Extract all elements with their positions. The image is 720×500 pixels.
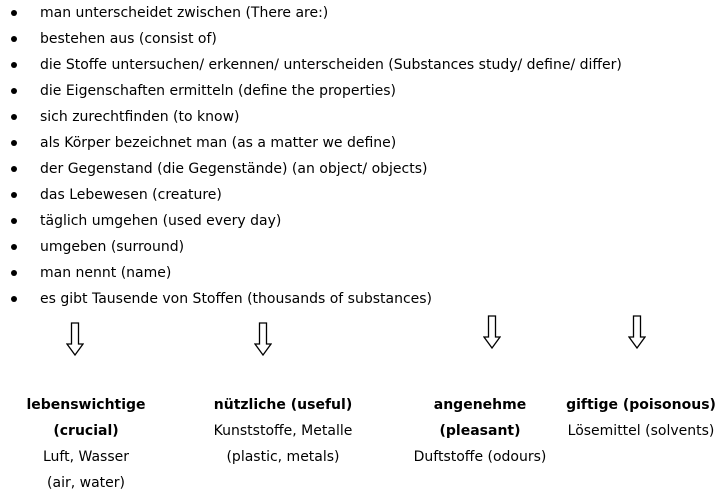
bullet-dot-icon	[11, 244, 17, 250]
category-crucial	[10, 392, 162, 496]
bullet-dot-icon	[11, 166, 17, 172]
down-arrow-icon	[66, 322, 84, 356]
bullet-dot-icon	[11, 296, 17, 302]
list-item	[0, 182, 720, 208]
list-item	[0, 0, 720, 26]
list-item	[0, 156, 720, 182]
list-item-text: täglich umgehen (used every day)	[40, 213, 282, 229]
category-pleasant	[410, 392, 550, 470]
list-item-text: die Stoffe untersuchen/ erkennen/ unterscheiden (Substances study/ define/ differ)	[40, 57, 622, 73]
list-item	[0, 234, 720, 260]
list-item-text: die Eigenschaften ermitteln (define the properties)	[40, 83, 397, 99]
list-item-text: man nennt (name)	[40, 265, 172, 281]
bullet-dot-icon	[11, 10, 17, 16]
category-title: nützliche (useful)	[213, 397, 353, 413]
category-example: Duftstoffe (odours)	[413, 449, 547, 465]
list-item	[0, 52, 720, 78]
list-item-text: sich zurechtfinden (to know)	[40, 109, 240, 125]
down-arrow-icon	[483, 315, 501, 349]
list-item	[0, 104, 720, 130]
category-title: lebenswichtige	[26, 397, 146, 413]
bullet-dot-icon	[11, 192, 17, 198]
bullet-dot-icon	[11, 114, 17, 120]
list-item-text: das Lebewesen (creature)	[40, 187, 222, 203]
list-item	[0, 208, 720, 234]
category-example: Lösemittel (solvents)	[567, 423, 715, 439]
bullet-dot-icon	[11, 218, 17, 224]
category-title-translation: (pleasant)	[439, 423, 521, 439]
category-example: Luft, Wasser	[43, 449, 129, 465]
list-item	[0, 260, 720, 286]
category-title: giftige (poisonous)	[566, 397, 716, 413]
bullet-dot-icon	[11, 62, 17, 68]
category-example-translation: (plastic, metals)	[226, 449, 340, 465]
category-example: Kunststoffe, Metalle	[213, 423, 353, 439]
bullet-dot-icon	[11, 270, 17, 276]
list-item	[0, 26, 720, 52]
down-arrow-icon	[254, 322, 272, 356]
bullet-dot-icon	[11, 88, 17, 94]
list-item-text: der Gegenstand (die Gegenstände) (an object/ objects)	[40, 161, 428, 177]
list-item-text: man unterscheidet zwischen (There are:)	[40, 5, 329, 21]
category-useful	[196, 392, 370, 470]
list-item	[0, 130, 720, 156]
list-item	[0, 286, 720, 312]
category-title: angenehme	[433, 397, 527, 413]
down-arrow-icon	[628, 315, 646, 349]
bullet-dot-icon	[11, 140, 17, 146]
list-item	[0, 78, 720, 104]
category-example-translation: (air, water)	[47, 475, 125, 491]
category-title-translation: (crucial)	[53, 423, 119, 439]
list-item-text: bestehen aus (consist of)	[40, 31, 217, 47]
list-item-text: als Körper bezeichnet man (as a matter we define)	[40, 135, 397, 151]
category-poisonous	[566, 392, 716, 444]
list-item-text: es gibt Tausende von Stoffen (thousands of substances)	[40, 291, 433, 307]
list-item-text: umgeben (surround)	[40, 239, 185, 255]
bullet-dot-icon	[11, 36, 17, 42]
